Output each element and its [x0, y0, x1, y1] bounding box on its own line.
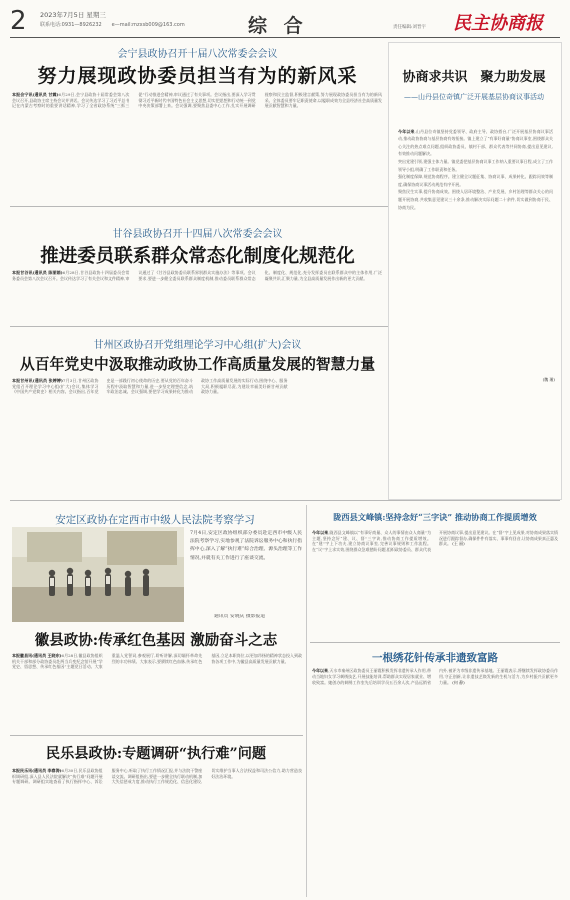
- editor-line: 责任编辑:刘晋宇: [393, 25, 427, 30]
- side3-headline: 一根绣花针传承非遗致富路: [372, 652, 498, 664]
- a4-body-text: 6月28日,徽县政协组织机关干部和部分政协委员赴两当兵变纪念馆开展“学党史、悟思想、传承红色基因”主题党日活动。大家重温入党誓词,参观展厅,聆听讲解,深切缅怀革命先烈的丰功伟绩。大家表示,要赓续红色血脉,传承红色基因,立足本职岗位,以更加昂扬的精神状态投入到政协各项工作中,为徽县高质量发展贡献力量。: [12, 653, 302, 670]
- side3-credit: (何 静): [452, 680, 465, 686]
- page-number: 2: [10, 6, 27, 36]
- side1-body-text: ,山丹县位奇镇坚持党委领导、政府主导、政协搭台,广泛开展基层协商议事活动,推动政协协商与基层协商有效衔接。镇上建立了“有事好商量”协商议事室,围绕群众关心关注的热点难点问题,组织政协委员、镇村干部、群众代表等共同协商,提出意见建议,有效推动问题解决。 突出党建引领,建强主体力量。镇党委把基层协商议事工作纳入重要议事日程,成立了工作领导小组,明确了工作职责和任务。 强化制度保障,规范协商程序。建立健全议题征集、协商议事、成果转化、跟踪问效等制度,确保协商议事活动规范有序开展。 聚焦民生实事,提升协商成效。围绕人居环境整治、产业发展、乡村治理等群众关心的问题开展协商,共收集意见建议三十余条,推动解决实际问题二十余件,切实做到协商于民、协商为民。: [398, 128, 553, 210]
- a4-photo-caption: 安定区政协在定西市中级人民法院考察学习: [55, 514, 255, 526]
- side3-body: [312, 668, 558, 894]
- side2-body: [312, 530, 558, 640]
- side2-credit: (王 丽): [452, 541, 465, 547]
- a4-photo-note-text: 7月4日,安定区政协组织部分委员赴定西市中级人民法院考察学习,实地参观了法院诉讼服务中心和执行指挥中心,深入了解“执行难”综合治理、源头治理等工作情况,并就有关工作进行了座谈交流。: [190, 531, 302, 561]
- side1-body: [398, 120, 553, 365]
- a3-subtitle: 甘州区政协召开党组理论学习中心组(扩大)会议: [93, 340, 302, 351]
- divider: [10, 500, 560, 501]
- side1-lead: 今年以来: [398, 128, 415, 134]
- divider: [10, 735, 303, 736]
- a2-body: [12, 270, 382, 320]
- a2-body-text: 6月28日,甘谷县政协十四届委员会常务委员会第八次会议召开。会议传达学习了有关会议和文件精神,审议通过了《甘谷县政协委员联系界别群众实施办法》等事项。会议要求,要进一步健全委员联系群众制度机制,推动委员联系群众常态化、制度化、规范化,充分发挥委员在联系群众中的主体作用,广泛凝聚共识,汇聚力量,为全县高质量发展作出新的更大贡献。: [12, 270, 382, 281]
- side3-body-text: ,天水市秦州区政协委员王丽霞积极发挥非遗传承人作用,带动当地妇女学习刺绣技艺,开展技能培训,帮助群众实现居家就业、增收致富。她创办的刺绣工作室先后培训学员五百余人次,产品远销省内外,被评为市级非遗传承基地。王丽霞表示,将继续发挥政协委员作用,守正创新,让非遗技艺焕发新的生机与活力,为乡村振兴贡献更多力量。: [312, 668, 558, 686]
- a3-headline: 从百年党史中汲取推动政协工作高质量发展的智慧力量: [19, 356, 376, 373]
- side1-subtitle: ——山丹县位奇镇广泛开展基层协商议事活动: [404, 93, 544, 101]
- a4-headline: 徽县政协:传承红色基因 激励奋斗之志: [34, 632, 278, 649]
- a1-subtitle: 会宁县政协召开十届八次常委会会议: [117, 49, 278, 60]
- contact-line: 联系电话:0931—8926232 e—mail:mzxsb009@163.com: [40, 22, 185, 28]
- a4-photo-credit: 通讯员 安晓庆 摄影报道: [214, 614, 266, 619]
- side3-lead: 今年以来: [312, 668, 329, 673]
- a3-body: [12, 378, 382, 494]
- side2-body-text: ,陇西县文峰镇以“有事好商量、众人的事情由众人商量”为主题,坚持念好“建、议、督”三字诀,推动协商工作提质增效。在“建”字上下功夫,建立协商议事室,完善议事规则和工作流程。在“议”字上求实效,围绕群众急难愁盼问题,组织政协委员、群众代表开展协商议事,提出意见建议。在“督”字上见成果,对协商成果落实情况进行跟踪督办,确保件件有落实、事事有回音,让协商成果真正惠及群众。: [312, 530, 558, 552]
- a3-body-text: 7月3日,甘州区政协党组召开理论学习中心组(扩大)会议,集体学习《中国共产党简史》相关内容。会议指出,百年党史是一部践行初心使命的历史,要从党的百年奋斗历程中汲取智慧和力量,进一步坚定理想信念,筑牢政治忠诚。会议强调,要把学习成果转化为推动政协工作高质量发展的实际行动,围绕中心、服务大局,积极履职尽责,为建设幸福美好新甘州贡献政协力量。: [12, 378, 288, 395]
- a3-lead: 本报甘州讯(通讯员 张婷婷): [12, 378, 63, 383]
- a5-headline: 民乐县政协:专题调研“执行难”问题: [45, 746, 267, 762]
- a1-body-text: 6月29日,会宁县政协十届常委会第八次会议召开,县政协主席主持会议并讲话。会议传达学习了习近平总书记在内蒙古考察时的重要讲话精神,学习了全省政协系统“三抓三促”行动推进会精神,审议通过了有关事项。会议指出,要深入学习贯彻习近平新时代中国特色社会主义思想,切实把思想和行动统一到党中央决策部署上来。会议强调,要聚焦县委中心工作,扎实开展调研视察和民主监督,积极建言献策,努力展现政协委员担当有为的新风采。全体委员要牢记职责使命,以履职成效为全县经济社会高质量发展贡献智慧和力量。: [12, 92, 382, 109]
- side2-headline: 陇西县文峰镇:坚持念好“三字诀” 推动协商工作提质增效: [333, 512, 537, 522]
- news-photo: [12, 527, 184, 622]
- divider: [310, 642, 560, 643]
- a4-lead: 本报徽县讯(通讯员 王晓东): [12, 653, 62, 658]
- masthead-rule: [10, 37, 560, 38]
- a1-body: [12, 92, 382, 200]
- column-divider: [306, 505, 307, 897]
- photo-scene: [12, 527, 184, 622]
- a2-subtitle: 甘谷县政协召开十四届八次常委会会议: [112, 229, 283, 240]
- a5-lead: 本报民乐讯(通讯员 李春涛): [12, 768, 62, 773]
- section-title: 综 合: [248, 15, 308, 37]
- side1-credit: (魏 瑾): [542, 377, 555, 382]
- divider: [10, 206, 388, 207]
- paper-name-logo: 民主协商报: [453, 13, 543, 34]
- a4-body: [12, 653, 302, 729]
- a2-lead: 本报甘谷讯(通讯员 陈丽娟): [12, 270, 63, 275]
- a4-photo-note: [190, 530, 302, 610]
- a1-headline: 努力展现政协委员担当有为的新风采: [37, 65, 358, 87]
- a1-lead: 本报会宁讯(通讯员 甘霖): [12, 92, 59, 97]
- a2-headline: 推进委员联系群众常态化制度化规范化: [40, 246, 355, 267]
- a5-body: [12, 768, 302, 896]
- date-line: 2023年7月5日 星期三: [40, 11, 106, 19]
- divider: [10, 326, 388, 327]
- a5-body-text: 6月30日,民乐县政协组织调研组,深入县人民法院就解决“执行难”问题开展专题调研。调研组实地查看了执行指挥中心、诉讼服务中心,听取了执行工作情况汇报,并与法院干警座谈交流。调研组指出,要进一步健全执行联动机制,加大失信惩戒力度,推动执行工作规范化、信息化建设,切实维护当事人合法权益和司法公信力,助力营造良好法治环境。: [12, 768, 302, 785]
- side1-headline: 协商求共识 聚力助发展: [402, 70, 546, 85]
- side2-lead: 今年以来: [312, 530, 329, 535]
